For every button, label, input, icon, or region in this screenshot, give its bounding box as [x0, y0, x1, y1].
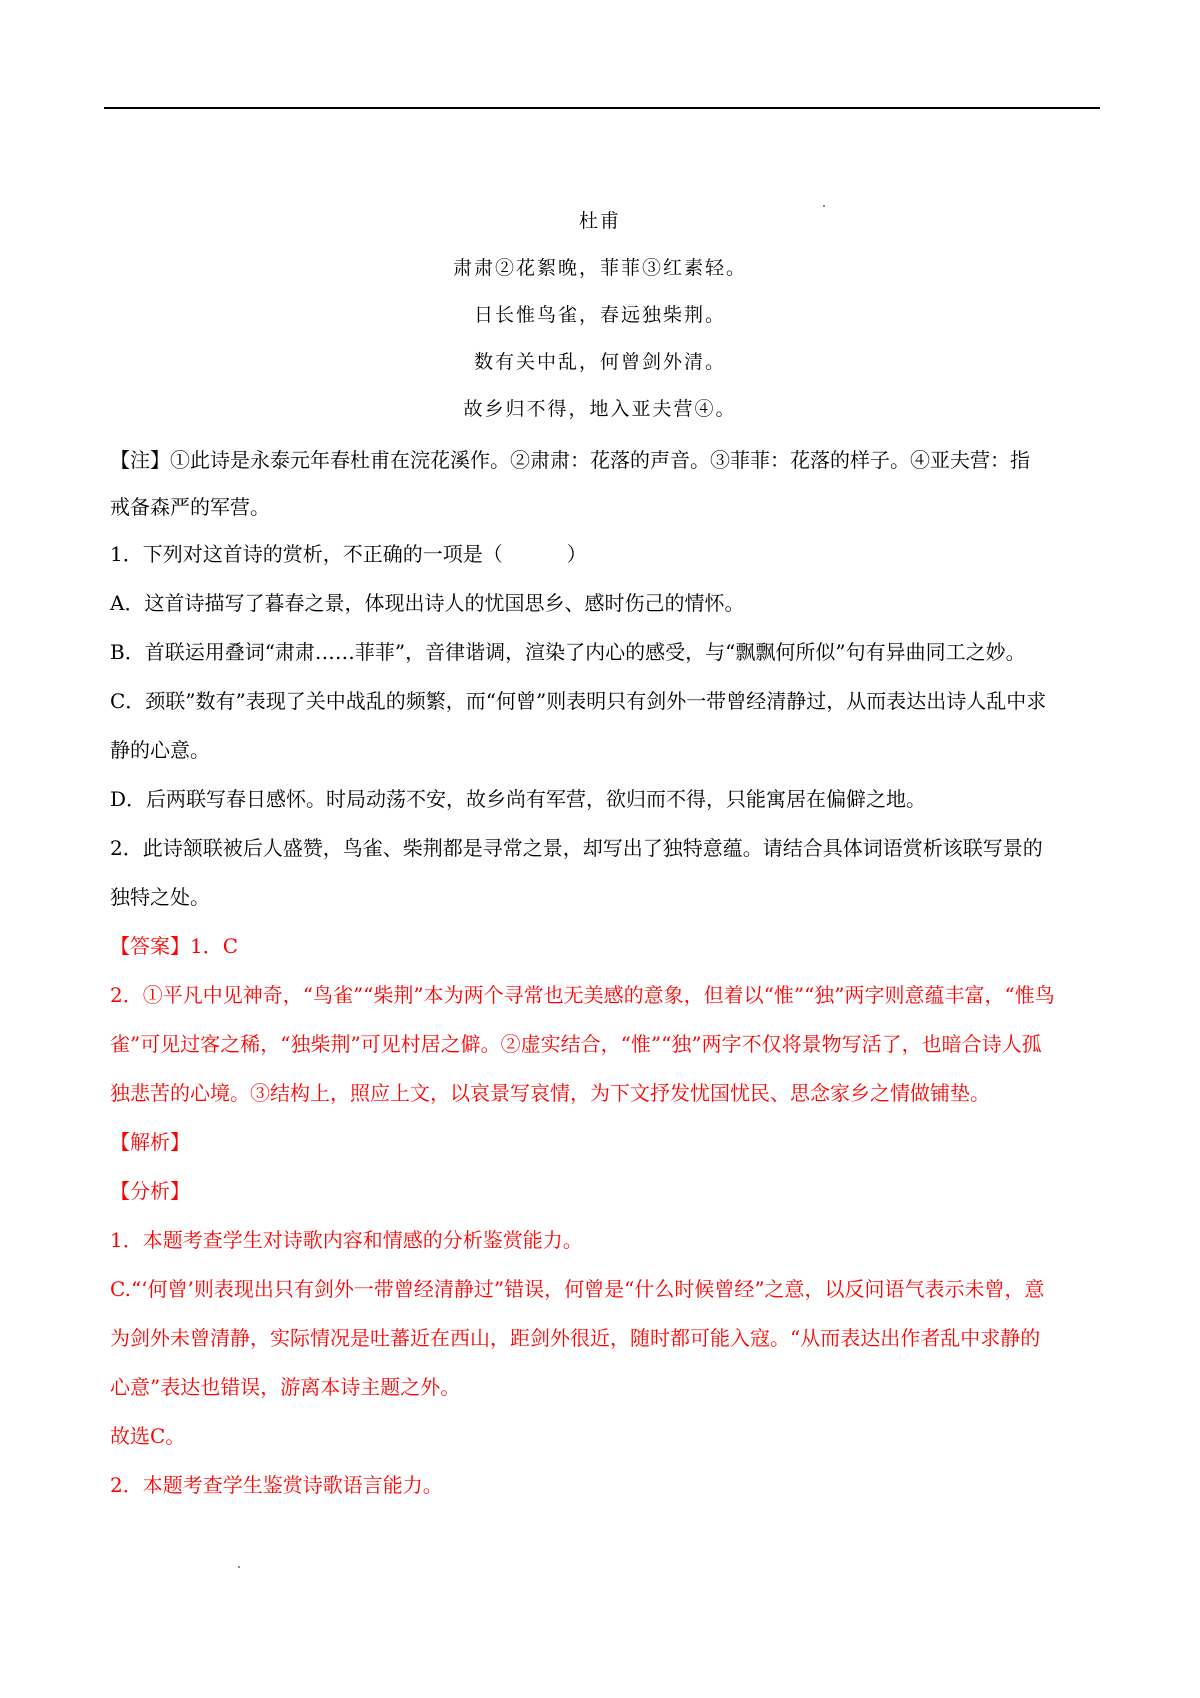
option-a: A．这首诗描写了暮春之景，体现出诗人的忧国思乡、感时伤己的情怀。 [110, 591, 745, 615]
answer-2-line: 2．①平凡中见神奇，“鸟雀”“柴荆”本为两个寻常也无美感的意象，但着以“惟”“独”两字则意蕴丰富，“惟鸟 [110, 983, 1055, 1007]
option-c: C．颈联”数有”表现了关中战乱的频繁，而“何曾”则表明只有剑外一带曾经清静过，从而表达出诗人乱中求 [110, 689, 1047, 713]
question-1-stem-close: ） [566, 542, 587, 566]
analysis-paragraph: 2．本题考查学生鉴赏诗歌语言能力。 [110, 1473, 443, 1497]
scan-speck [238, 1566, 240, 1568]
analysis-conclusion: 故选C。 [110, 1424, 186, 1448]
analysis-sublabel: 【分析】 [110, 1179, 190, 1203]
question-2: 2．此诗颔联被后人盛赞，鸟雀、柴荆都是寻常之景，却写出了独特意蕴。请结合具体词语赏析该联写景的 [110, 836, 1043, 860]
note-line: 【注】①此诗是永泰元年春杜甫在浣花溪作。②肃肃：花落的声音。③菲菲：花落的样子。④亚夫营：指 [110, 448, 1030, 472]
question-1-stem-text: 1．下列对这首诗的赏析，不正确的一项是（ [110, 542, 503, 566]
analysis-c-line: 心意”表达也错误，游离本诗主题之外。 [110, 1375, 461, 1399]
question-1-stem [110, 540, 1100, 568]
option-c-continued: 静的心意。 [110, 738, 210, 762]
poem-line: 肃肃②花絮晚，菲菲③红素轻。 [452, 257, 747, 279]
answer-label: 【答案】1．C [110, 934, 239, 958]
answer-2-line: 独悲苦的心境。③结构上，照应上文，以哀景写哀情，为下文抒发忧国忧民、思念家乡之情做铺垫。 [110, 1081, 990, 1105]
option-d: D．后两联写春日感怀。时局动荡不安，故乡尚有军营，欲归而不得，只能寓居在偏僻之地。 [110, 787, 927, 811]
analysis-label: 【解析】 [110, 1130, 190, 1154]
header-rule [104, 107, 1100, 109]
analysis-paragraph: 1．本题考查学生对诗歌内容和情感的分析鉴赏能力。 [110, 1228, 583, 1252]
analysis-c-line: 为剑外未曾清静，实际情况是吐蕃近在西山，距剑外很近，随时都可能入寇。“从而表达出作者乱中求静的 [110, 1326, 1041, 1350]
poem-line: 日长惟鸟雀，春远独柴荆。 [473, 304, 726, 326]
question-2-continued: 独特之处。 [110, 885, 210, 909]
poem-line: 故乡归不得，地入亚夫营④。 [463, 398, 737, 420]
option-b: B．首联运用叠词“肃肃……菲菲”，音律谐调，渲染了内心的感受，与“飘飘何所似”句有异曲同工之妙。 [110, 640, 1026, 664]
note-line: 戒备森严的军营。 [110, 495, 270, 519]
poem-line: 数有关中乱，何曾剑外清。 [473, 351, 726, 373]
answer-2-line: 雀”可见过客之稀，“独柴荆”可见村居之僻。②虚实结合，“惟”“独”两字不仅将景物写活了，也暗合诗人孤 [110, 1032, 1042, 1056]
poem-author: 杜甫 [578, 210, 621, 232]
analysis-c-line: C.“‘何曾’则表现出只有剑外一带曾经清静过”错误，何曾是“什么时候曾经”之意，以反问语气表示未曾，意 [110, 1277, 1045, 1301]
